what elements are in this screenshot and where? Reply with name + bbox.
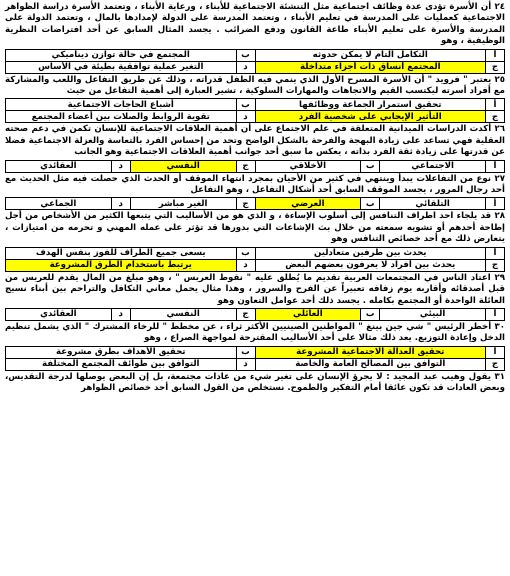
options-27	[5, 197, 505, 210]
option-text-correct[interactable]: التأثير الإيجابي على شخصية الفرد	[255, 111, 486, 123]
option-letter: ج	[486, 61, 505, 73]
option-letter: د	[236, 111, 255, 123]
question-29: ٢٩ اعتاد الناس في المجتمعات العربية تقديم ما يُطلق عليه " نقوط العريس " ، وهو مبلغ من المال يقدم للعريس من قبل أصدقائه وأقاربه يوم زفافه تعبيراً عن الفرح والسرور ، وهذا مثال يحمل معاني التكافل والتراحم بين أبناء نسيج العائلة الواحدة أو المجتمع بكامله . يجسد ذلك أحد عوامل التعاون وهو	[5, 272, 505, 306]
option-letter: ج	[486, 259, 505, 271]
option-text[interactable]: التوافق بين طوائف المجتمع المختلفة	[6, 358, 237, 370]
option-text[interactable]: التغير عملية توافقية بطيئة في الأساس	[6, 61, 237, 73]
options-25	[5, 98, 505, 123]
option-letter: أ	[486, 99, 505, 111]
option-text[interactable]: يحدث بين أفراد لا يعرفون بعضهم البعض	[255, 259, 486, 271]
option-letter: أ	[486, 160, 505, 172]
question-25: ٢٥ يعتبر " فرويد " أن الأسرة المسرح الأول الذي ينمي فيه الطفل قدراته ، وذلك عن طريق التفاعل واللعب والمشاركة مع أفراد أسرته ليكتسب القيم والاتجاهات والمهارات السلوكية ، تشير العبارة إلى أهمية التفاعل من حيث	[5, 74, 505, 97]
option-text[interactable]: المجتمع في حالة توازن ديناميكي	[6, 49, 237, 61]
option-text[interactable]: العقائدي	[6, 160, 112, 172]
option-text[interactable]: تقوية الروابط والصلات بين أعضاء المجتمع	[6, 111, 237, 123]
options-30	[5, 346, 505, 371]
option-text[interactable]: التوافق بين المصالح العامة والخاصة	[255, 358, 486, 370]
option-text[interactable]: يحدث بين طرفين متعادلين	[255, 247, 486, 259]
option-letter: ج	[486, 358, 505, 370]
option-text[interactable]: العقائدي	[6, 308, 112, 320]
option-letter: د	[111, 308, 130, 320]
option-letter: أ	[486, 346, 505, 358]
option-letter: د	[236, 259, 255, 271]
option-letter: أ	[486, 49, 505, 61]
question-28: ٢٨ قد يلجاء احد اطراف التنافس إلى أسلوب الإساءة ، و الذي هو من الأساليب التي يتبعها الكثير من الأشخاص من أجل إطاحة أحدهم أو تشويه سمعته من خلال بث الإشاعات التي بدورها قد تؤثر على عمله المهني و تحرمه من امتيازات ، يتعارض ذلك مع أحد خصائص التنافس وهو	[5, 211, 505, 245]
options-26	[5, 160, 505, 173]
option-text[interactable]: أشباع الحاجات الاجتماعية	[6, 99, 237, 111]
option-letter: ب	[361, 198, 380, 210]
option-text[interactable]: التكامل التام لا يمكن حدوثه	[255, 49, 486, 61]
question-24: ٢٤ أن الأسرة تؤدى عدة وظائف اجتماعية مثل التنشئة الاجتماعية للأبناء ، ورعاية الأبناء ، وتعتمد الأسرة دراسة الظواهر الاجتماعية كعمليات على المدرسة في تعليم الأبناء ، وتعتمد المدرسة على الدولة لإمدادها بالمال ، وتعتمد الدولة على المدرسة والأسرة على تعليم الأبناء طاعة القانون ودفع الضرائب . يجسد المثال السابق عن أحد افتراضات النظرية الوظيفية ، وهو	[5, 2, 505, 47]
option-letter: د	[111, 198, 130, 210]
options-24	[5, 49, 505, 74]
option-text-correct[interactable]: المجتمع أنساق ذات أجزاء متداخلة	[255, 61, 486, 73]
option-text[interactable]: الأخلاقي	[255, 160, 361, 172]
question-31: ٣١ يقول وهيب عبد المجيد : لا يجرؤ الإنسان على تغير شيء من عادات مجتمعة، بل إن البعض يوصلها لدرجة التقديس، وبعض العادات قد تكون عائقا أمام التفكير والطموح. نستخلص من القول السابق أحد خصائص الظواهر	[5, 371, 505, 394]
option-text[interactable]: التلقائي	[380, 198, 486, 210]
option-letter: ب	[361, 160, 380, 172]
option-text-correct[interactable]: العرضي	[255, 198, 361, 210]
option-letter: ج	[236, 198, 255, 210]
option-letter: ب	[236, 346, 255, 358]
option-text[interactable]: البيئي	[380, 308, 486, 320]
option-text[interactable]: يسعى جميع الطراف للفوز بنفس الهدف	[6, 247, 237, 259]
option-letter: أ	[486, 198, 505, 210]
question-26: ٢٦ أكدت الدراسات الميدانية المتعلقة في علم الاجتماع على أن أهمية العلاقات الاجتماعية للإنسان تكمن في دعم صحته العقلية فهي تساعد على زيادة البهجة والفرحة بالشكل الواضح وتحد من إحساس الفرد بالتعاسة والعزلة الاجتماعية فضلا عن قدرتها على زيادة ثقة الفرد بذاته ، يعكس ما سبق أحد جوانب أهمية العلاقات الاجتماعية وهو الجانب	[5, 124, 505, 158]
option-letter: د	[236, 358, 255, 370]
option-text[interactable]: النفسي	[130, 308, 236, 320]
option-text-correct[interactable]: النفسي	[130, 160, 236, 172]
options-29	[5, 308, 505, 321]
question-30: ٣٠ أخطر الرئيس " شي جين بينغ " المواطنين الصينيين الأكثر ثراء ، عن مخطط " للرخاء المشترك " الذي يشمل تنظيم الدخل وإعادة التوزيع. يعد ذلك مثالا على أحد الأساليب المقترحة لمواجهة الصراع ، وهو	[5, 321, 505, 344]
option-text-correct[interactable]: يرتبط باستخدام الطرق المشروعة	[6, 259, 237, 271]
option-letter: أ	[486, 308, 505, 320]
option-text[interactable]: الجماعي	[6, 198, 112, 210]
option-text-correct[interactable]: العائلي	[255, 308, 361, 320]
option-letter: د	[111, 160, 130, 172]
option-letter: ج	[236, 308, 255, 320]
option-letter: ب	[361, 308, 380, 320]
option-letter: د	[236, 61, 255, 73]
option-text[interactable]: الاجتماعي	[380, 160, 486, 172]
option-letter: ج	[236, 160, 255, 172]
option-text[interactable]: تحقيق الأهداف بطرق مشروعة	[6, 346, 237, 358]
question-27: ٢٧ نوع من التفاعلات يبدأ وينتهي في كثير من الأحيان بمجرد انتهاء الموقف أو الحدث الذي حصلت فيه مثل الحديث مع أحد رجال المرور ، يجسد الموقف السابق أحد أشكال التفاعل ، وهو التفاعل	[5, 173, 505, 196]
options-28	[5, 247, 505, 272]
option-text[interactable]: الغير مباشر	[130, 198, 236, 210]
option-letter: ج	[486, 111, 505, 123]
option-letter: ب	[236, 247, 255, 259]
option-letter: أ	[486, 247, 505, 259]
option-text-correct[interactable]: تحقيق العدالة الاجتماعية المشروعة	[255, 346, 486, 358]
option-letter: ب	[236, 49, 255, 61]
option-letter: ب	[236, 99, 255, 111]
option-text[interactable]: تحقيق استمرار الجماعة ووظائفها	[255, 99, 486, 111]
